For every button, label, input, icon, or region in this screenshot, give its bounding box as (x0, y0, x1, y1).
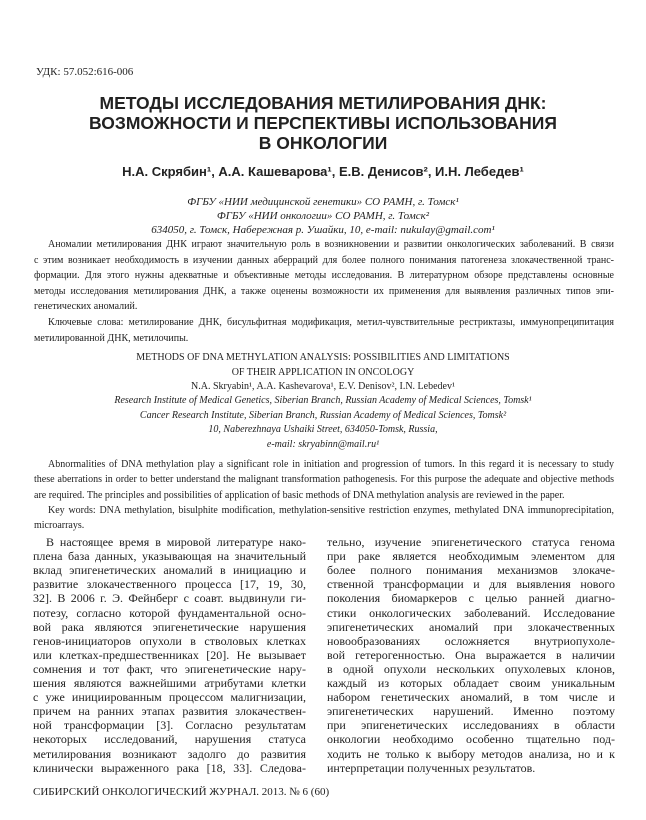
body-text-line: метилирования возникают задолго до развития (33, 746, 306, 761)
affiliation-en: Research Institute of Medical Genetics, Siberian Branch, Russian Academy of Medical Sciences, Tomsk¹ (114, 395, 532, 406)
body-text-line: ственной трансформации и для выявления нового (327, 577, 615, 592)
body-text-line: В настоящее время в мировой литературе нако- (46, 535, 306, 549)
body-text-line: онкологии необходимо особенно тщательно под- (327, 732, 615, 747)
affiliation-en: Cancer Research Institute, Siberian Branch, Russian Academy of Medical Sciences, Tomsk² (139, 409, 507, 421)
authors-ru: Н.А. Скрябин¹, А.А. Кашеварова¹, Е.В. Денисов², И.Н. Лебедев¹ (122, 164, 524, 179)
affiliation-en: 10, Naberezhnaya Ushaiki Street, 634050-Tomsk, Russia, (208, 424, 438, 435)
body-text-line: сомнения и тот факт, что эпигенетические нару- (33, 661, 306, 676)
journal-footer: СИБИРСКИЙ ОНКОЛОГИЧЕСКИЙ ЖУРНАЛ. 2013. № 6 (60) (33, 786, 330, 798)
body-text-line: развитие злокачественного процесса [17, 19, 30, (33, 577, 306, 592)
abstract-en-line: these aberrations in order to better understand the malignant transformation pathogenesis. For this purpose the adequate and objective methods (34, 474, 614, 486)
body-text-line: эпигенетических нарушений. Именно поэтому (327, 704, 615, 719)
abstract-ru-line: методы исследования метилирования ДНК, а также оценены возможности их применения для выявления различных типов эпи- (34, 285, 614, 297)
body-text-line: вой рака являются эпигенетические нарушения (33, 619, 306, 634)
title-ru-line: ВОЗМОЖНОСТИ И ПЕРСПЕКТИВЫ ИСПОЛЬЗОВАНИЯ (89, 113, 557, 133)
body-text-line: вклад эпигенетических аномалий в инициацию и (33, 563, 306, 578)
body-text-line: или клетках-предшественниках [20]. Не вызывает (33, 647, 306, 662)
abstract-en-line: Abnormalities of DNA methylation play a significant role in initiation and progression of tumors. In this regard it is necessary to study (48, 459, 614, 470)
keywords-en-line: Key words: DNA methylation, bisulphite modification, methylation-sensitive restriction enzymes, methylated DNA immunoprecipitation, (48, 505, 614, 516)
title-en-line: OF THEIR APPLICATION IN ONCOLOGY (231, 366, 415, 378)
body-text-line: плена база данных, указывающая на значительный (33, 549, 306, 564)
title-ru-line: МЕТОДЫ ИССЛЕДОВАНИЯ МЕТИЛИРОВАНИЯ ДНК: (99, 93, 547, 113)
body-text-line: клинически выраженного рака [18, 33]. Следова- (33, 760, 306, 775)
abstract-ru-line: Аномалии метилирования ДНК играют значительную роль в возникновении и развитии онкологических заболеваний. В связи (48, 239, 614, 250)
abstract-ru-line: генетических аномалий. (34, 301, 138, 312)
body-text-line: 32]. В 2006 г. Э. Фейнберг с соавт. выдвинули ги- (33, 591, 306, 606)
body-text-line: при эпигенетических исследованиях в области (327, 718, 615, 733)
title-en-line: METHODS OF DNA METHYLATION ANALYSIS: POSSIBILITIES AND LIMITATIONS (136, 352, 510, 363)
body-text-line: эпигенетических аномалий при злокачественных (327, 619, 615, 634)
body-text-line: в одной опухоли нескольких опухолевых клонов, (327, 661, 615, 676)
body-text-line: некоторых исследований, нарушения статуса (33, 732, 306, 747)
body-text-line: вой гетерогенностью. Она выражается в наличии (327, 647, 615, 662)
body-text-line: с уже инициированным процессом малигнизации, (33, 690, 306, 705)
abstract-ru-line: формации. Для этого нужны адекватные и объективные методы исследования. В литературном обзоре представлены основные (34, 270, 614, 281)
body-text-line: набором генетических аномалий, в том числе и (327, 690, 615, 705)
affiliation-ru: ФГБУ «НИИ онкологии» СО РАМН, г. Томск² (216, 210, 430, 222)
affiliation-en: e-mail: skryabinn@mail.ru¹ (266, 438, 380, 450)
body-text-line: потезу, согласно которой фундаментальной осно- (33, 605, 306, 620)
udk-code: УДК: 57.052:616-006 (36, 66, 134, 78)
affiliation-ru: ФГБУ «НИИ медицинской генетики» СО РАМН, г. Томск¹ (187, 196, 459, 208)
body-text-line: поколения биомаркеров с целью ранней диагно- (327, 591, 615, 606)
abstract-en-line: are required. The principles and possibilities of application of basic methods of DNA methylation analysis are reviewed in the paper. (34, 489, 565, 501)
keywords-ru-line: Ключевые слова: метилирование ДНК, бисульфитная модификация, метил-чувствительные рестриктазы, иммунопреципитация (48, 317, 614, 328)
authors-en: N.A. Skryabin¹, A.A. Kashevarova¹, E.V. Denisov², I.N. Lebedev¹ (191, 381, 455, 392)
body-text-line: генов-инициаторов опухоли в стволовых клетках (33, 633, 306, 648)
body-text-line: шения являются важнейшими атрибутами клетки (33, 676, 306, 690)
body-text-line: ходить не только к выбору методов анализа, но и к (327, 746, 615, 761)
abstract-ru-line: с этим возникает необходимость в изучении данных аберраций для более полного понимания патогенеза злокачественной транс- (34, 254, 614, 266)
keywords-en-line: microarrays. (34, 520, 85, 532)
body-text-line: при раке является необходимым элементом для (327, 549, 615, 564)
body-text-line: новообразованиях осложняется внутриопухоле- (327, 633, 615, 648)
body-text-line: ной трансформации [3]. Согласно результатам (33, 718, 306, 733)
affiliation-ru: 634050, г. Томск, Набережная р. Ушайки, 10, e-mail: nukulay@gmail.com¹ (151, 224, 495, 236)
title-ru-line: В ОНКОЛОГИИ (258, 133, 388, 153)
body-text-line: каждый из которых обладает своим уникальным (327, 676, 615, 690)
body-text-line: причем на ранних этапах развития злокачествен- (33, 704, 306, 719)
body-text-line: интерпретации полученных результатов. (327, 760, 536, 775)
body-text-line: стики онкологических заболеваний. Исследование (327, 605, 615, 620)
body-text-line: тельно, изучение эпигенетического статуса генома (327, 535, 615, 549)
body-text-line: более полного понимания механизмов злокаче- (327, 563, 615, 578)
keywords-ru-line: метилированной ДНК, метилочипы. (34, 332, 189, 344)
